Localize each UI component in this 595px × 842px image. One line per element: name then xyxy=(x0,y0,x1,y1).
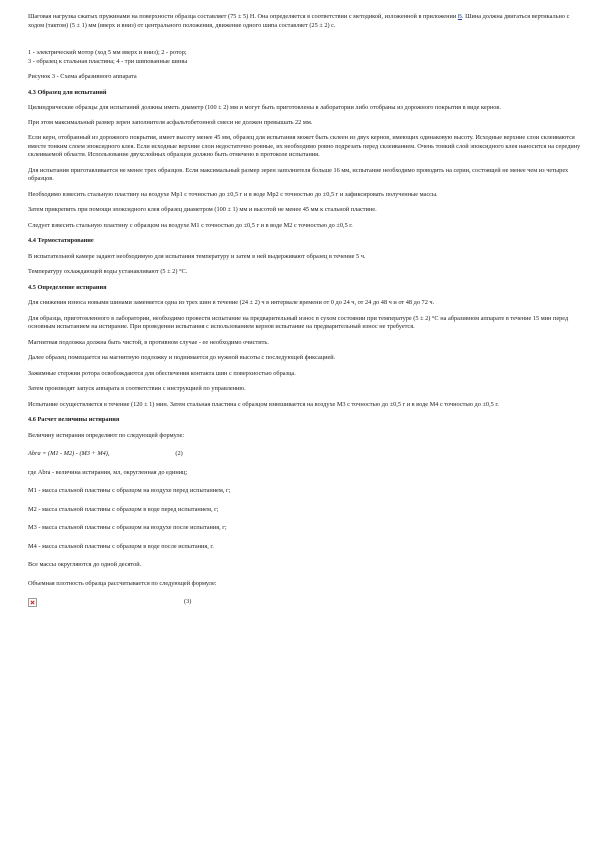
section-heading-4-5: 4.5 Определение истирания xyxy=(28,283,107,291)
paragraph: В испытательной камере задают необходимую для испытания температуру и затем в ней выдерживают образец в течение 5 ч. xyxy=(28,252,366,260)
paragraph: Объемная плотность образца рассчитывается по следующей формуле: xyxy=(28,579,217,587)
paragraph: Испытание осуществляется в течение (120 ± 1) мин. Затем стальная пластина с образцом взвешивается на воздухе М3 с точностью до ±0,5 г и в воде М4 с точностью до ±0,5 г. xyxy=(28,400,499,408)
section-heading-4-4: 4.4 Термостатирование xyxy=(28,237,94,244)
paragraph: Магнитная подложка должна быть чистой, в противном случае - ее необходимо очистить. xyxy=(28,338,269,346)
definition-line: М2 - масса стальной пластины с образцом в воде перед испытанием, г; xyxy=(28,505,219,513)
paragraph: Цилиндрические образцы для испытаний должны иметь диаметр (100 ± 2) мм и могут быть приготовлены в лаборатории либо отобраны из дорожного покрытия в виде кернов. xyxy=(28,104,501,111)
paragraph: Для испытания приготавливается не менее трех образцов. Если максимальный размер зерен заполнителя больше 16 мм, испытание необходимо проводить на серии, состоящей не менее чем из четырех образцов. xyxy=(28,166,569,182)
formula-number: (3) xyxy=(184,598,192,605)
paragraph: Температуру охлаждающей воды устанавливают (5 ± 2) °С. xyxy=(28,268,188,275)
section-heading-4-3: 4.3 Образец для испытаний xyxy=(28,88,107,96)
paragraph: При этом максимальный размер зерен заполнителя асфальтобетонной смеси не должен превышать 22 мм. xyxy=(28,118,313,126)
paragraph: Величину истирания определяют по следующей формуле: xyxy=(28,431,185,439)
section-heading-4-6: 4.6 Расчет величины истирания xyxy=(28,416,120,423)
figure-legend-line: 1 - электрический мотор (ход 5 мм вверх и вниз); 2 - ротор; xyxy=(28,49,187,56)
figure-caption: Рисунок 3 - Схема абразивного аппарата xyxy=(28,73,137,80)
paragraph: Необходимо взвесить стальную пластину на воздухе Мр1 с точностью до ±0,5 г и в воде Мр2 с точностью до ±0,5 г и зафиксировать полученные массы. xyxy=(28,190,438,198)
broken-image-icon xyxy=(28,598,37,607)
paragraph: Для снижения износа новыми шинами заменяется одна из трех шин в течение (24 ± 2) ч в интервале времени от 0 до 24 ч, от 24 до 48 ч и от 48 до 72 ч. xyxy=(28,299,435,306)
paragraph: Зажимные стержни ротора освобождаются для обеспечения контакта шин с поверхностью образца. xyxy=(28,369,296,377)
paragraph: Далее образец помещается на магнитную подложку и поднимается до нужной высоты с последующей фиксацией. xyxy=(28,354,336,361)
paragraph: Затем прикрепить при помощи эпоксидного клея образец диаметром (100 ± 1) мм и высотой не менее 45 мм к стальной пластине. xyxy=(28,206,377,213)
paragraph: где Abra - величина истирания, мл, округленная до единиц; xyxy=(28,468,188,476)
formula-3-line xyxy=(28,598,583,610)
figure-legend-line: 3 - образец к стальная пластина; 4 - три шипованные шины xyxy=(28,57,188,65)
paragraph: Все массы округляются до одной десятой. xyxy=(28,561,142,568)
definition-line: М4 - масса стальной пластины с образцом в воде после испытания, г. xyxy=(28,542,214,550)
load-paragraph: Шаговая нагрузка сжатых пружинами на поверхности образца составляет (75 ± 5) Н. Она определяется в соответствии с методикой, изложенной в приложении В. Шина должна двигаться вертикально с ходом (тактом) (5 ± 1) мм (вверх и вниз) от центрального положения, движение одного шипа составляет (25 ± 2) с. xyxy=(28,13,570,29)
paragraph: Для образца, приготовленного в лаборатории, необходимо провести испытание на предварительный износ в сухом состоянии при температуре (5 ± 2) °С на абразивном аппарате в течение 15 мин перед основным испытанием на истирание. При проведении испытания с использованием кернов испытание на предварительный износ не требуется. xyxy=(28,314,569,330)
paragraph: Следует взвесить стальную пластину с образцом на воздухе М1 с точностью до ±0,5 г и в воде М2 с точностью до ±0,5 г. xyxy=(28,221,353,229)
appendix-link[interactable]: В xyxy=(457,13,462,20)
formula-abra: Abra = (M1 - M2) - (M3 + M4), (2) xyxy=(28,450,183,457)
definition-line: М3 - масса стальной пластины с образцом на воздухе после испытания, г; xyxy=(28,524,227,531)
formula-number: (2) xyxy=(175,450,183,457)
paragraph: Если керн, отобранный из дорожного покрытия, имеет высоту менее 45 мм, образец для испытания может быть склеен из двух кернов, имеющих одинаковую высоту. Исходные верхние слои склеиваются вместе тонким слоем эпоксидного клея. Если исходные верхние слои недостаточно ровные, их необходимо ровно подрезать перед склеиванием. Очень тонкий слой эпоксидного клея наносится на середину склеиваемой области. Использование двухслойных образцов должно быть отмечено в протоколе испытания. xyxy=(28,134,581,158)
definition-line: М1 - масса стальной пластины с образцом на воздухе перед испытанием, г; xyxy=(28,487,231,494)
paragraph: Затем производят запуск аппарата в соответствии с инструкцией по управлению. xyxy=(28,385,246,392)
